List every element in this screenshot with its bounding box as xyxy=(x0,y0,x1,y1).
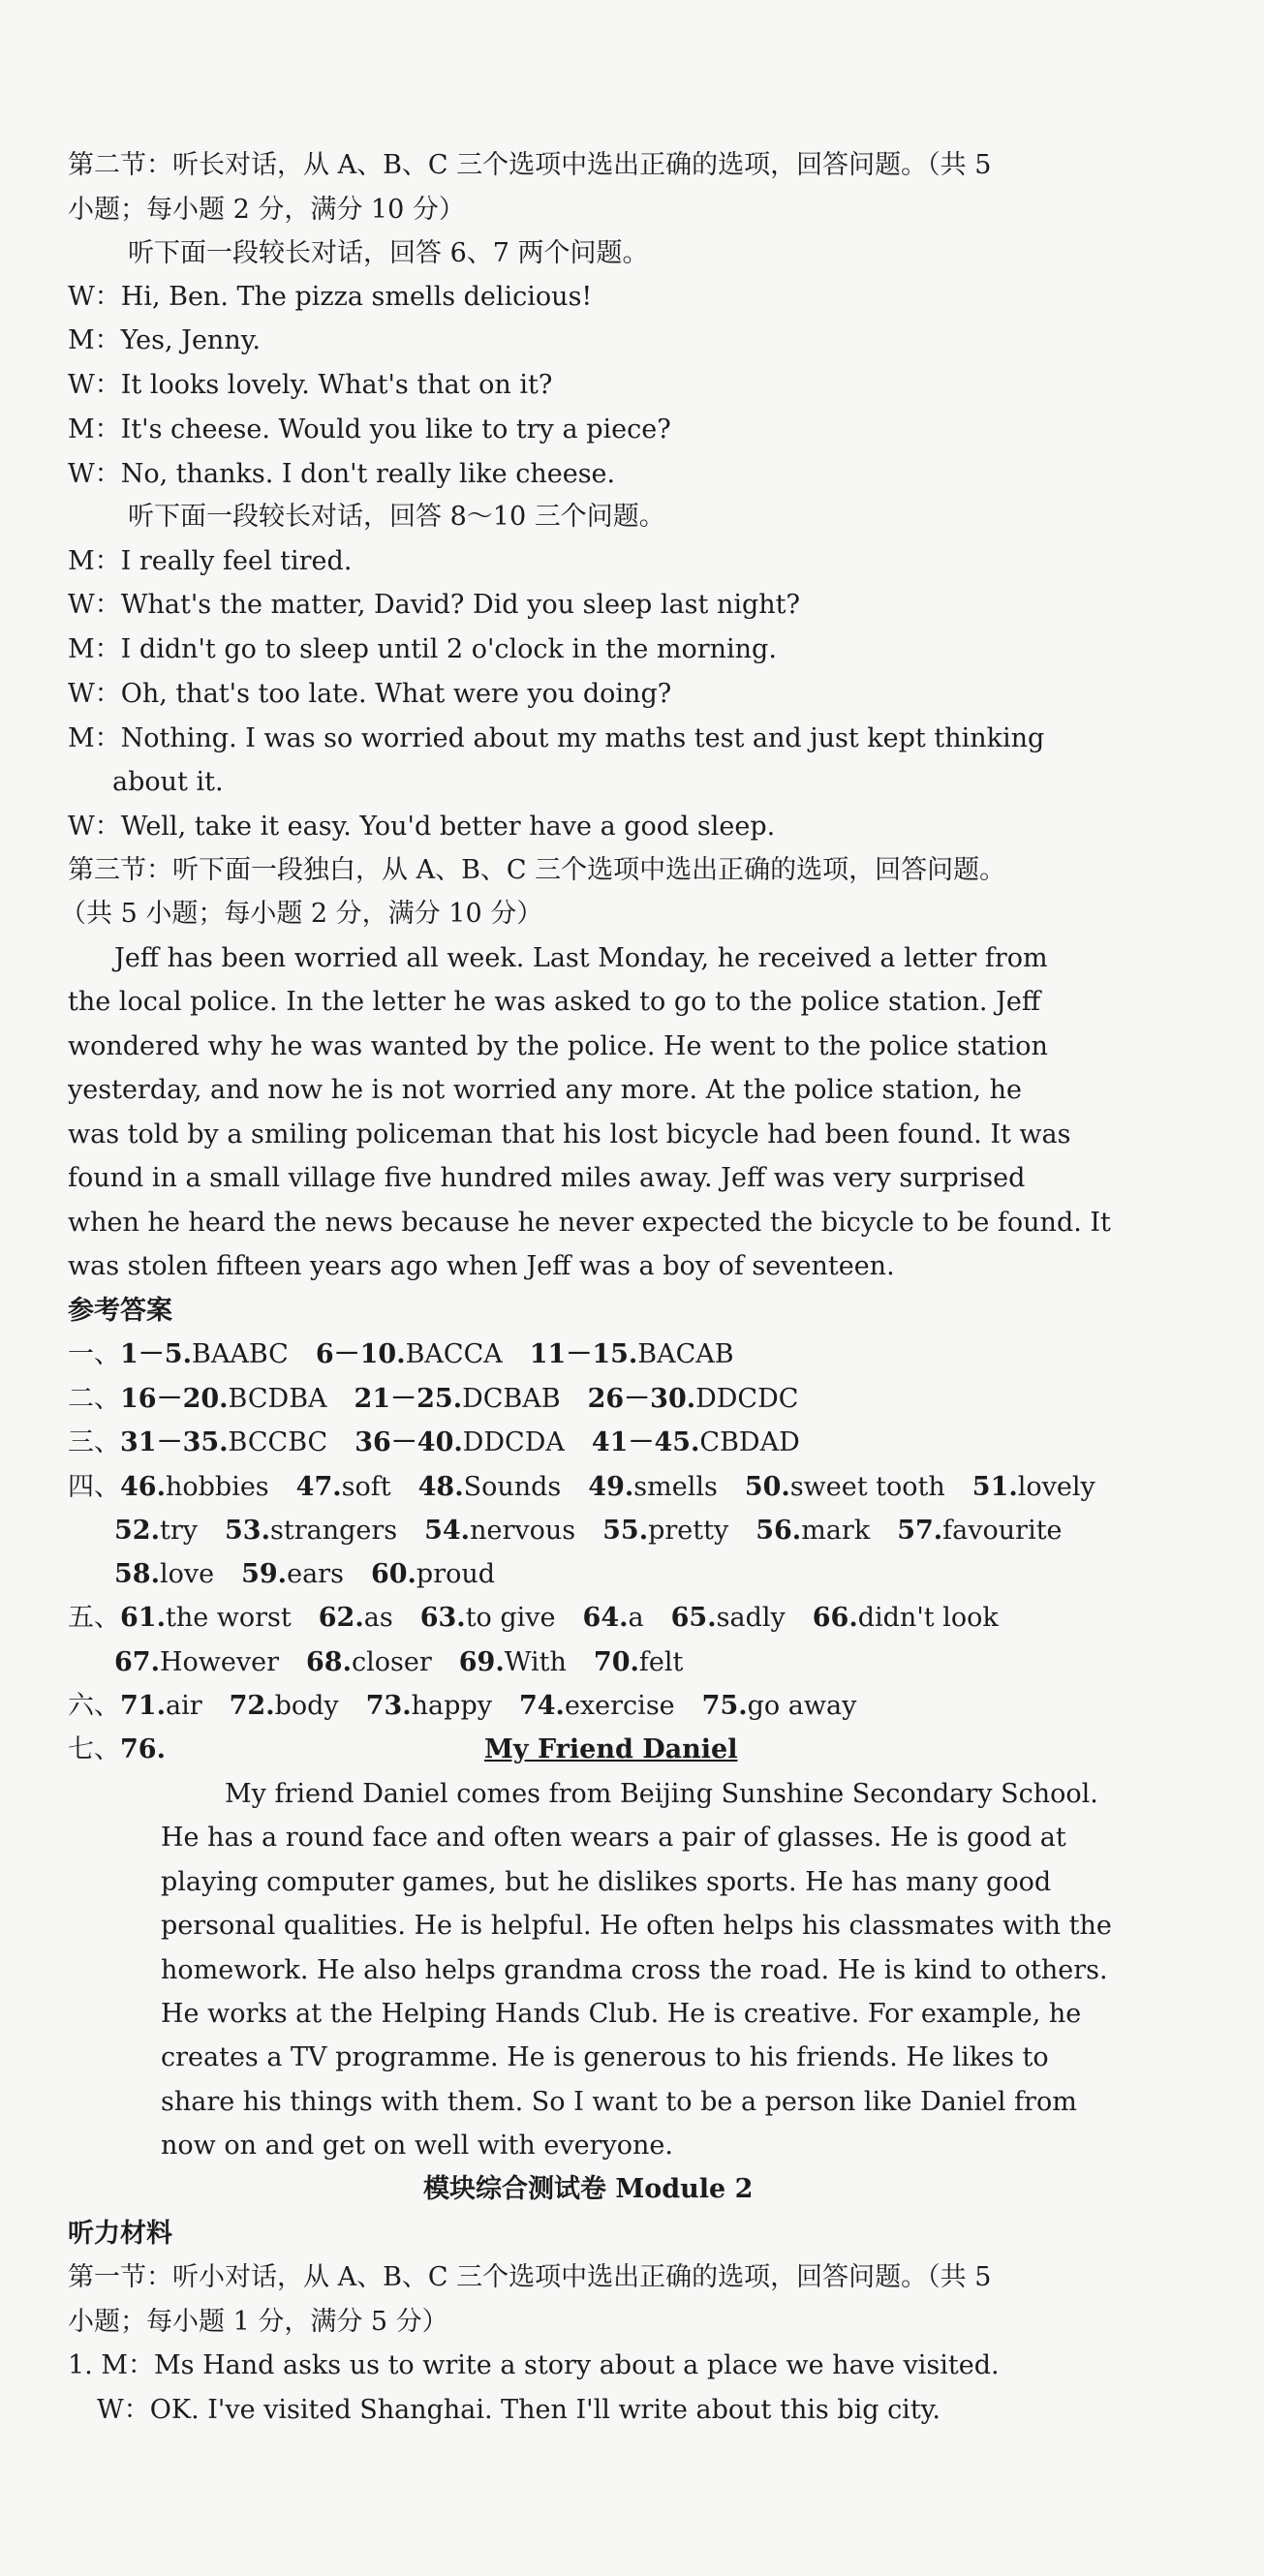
passage-line: Jeff has been worried all week. Last Monday, he received a letter from xyxy=(114,943,1048,973)
utterance: What's the matter, David? Did you sleep last night? xyxy=(120,590,800,620)
answer-value: strangers xyxy=(269,1516,398,1546)
speaker: W： xyxy=(68,590,121,620)
answer-key: 59. xyxy=(241,1559,288,1589)
answer-value: mark xyxy=(801,1516,871,1546)
answer-key: 66. xyxy=(812,1603,858,1633)
answer-key: 26－30. xyxy=(587,1384,696,1414)
answer-value: go away xyxy=(747,1691,857,1721)
utterance: Hi, Ben. The pizza smells delicious! xyxy=(120,282,593,312)
answer-key: 47. xyxy=(295,1472,342,1502)
answer-value: DDCDA xyxy=(462,1427,565,1457)
answer-value: a xyxy=(628,1603,644,1633)
answer-line xyxy=(68,1341,734,1367)
answer-key: 76. xyxy=(120,1734,166,1764)
essay-line: homework. He also helps grandma cross the road. He is kind to others. xyxy=(161,1955,1108,1985)
dialog1-line xyxy=(68,327,261,353)
essay-line: share his things with them. So I want to be a person like Daniel from xyxy=(161,2087,1077,2117)
essay-line: playing computer games, but he dislikes sports. He has many good xyxy=(161,1867,1052,1897)
passage-line: was told by a smiling policeman that his lost bicycle had been found. It was xyxy=(68,1119,1071,1150)
answer-value: try xyxy=(159,1516,198,1546)
module2-section1-heading-cont: 小题；每小题 1 分，满分 5 分） xyxy=(68,2307,448,2337)
dialog2-line xyxy=(68,592,800,618)
answer-value: love xyxy=(159,1559,215,1589)
dialog2-line xyxy=(68,681,671,707)
answer-key: 46. xyxy=(120,1472,166,1502)
answer-value: to give xyxy=(465,1603,556,1633)
answer-key: 58. xyxy=(114,1559,160,1589)
answer-key: 16－20. xyxy=(120,1384,229,1414)
answer-value: BCDBA xyxy=(228,1384,327,1414)
answer-key: 51. xyxy=(971,1472,1018,1502)
utterance: Nothing. I was so worried about my maths test and just kept thinking xyxy=(120,723,1045,753)
module2-title: 模块综合测试卷 Module 2 xyxy=(423,2174,754,2204)
answer-value: smells xyxy=(633,1472,718,1502)
answer-value: With xyxy=(504,1647,567,1677)
dialog2-line xyxy=(68,636,777,662)
answer-value: ears xyxy=(287,1559,344,1589)
answer-key: 64. xyxy=(582,1603,629,1633)
answer-key: 61. xyxy=(120,1603,166,1633)
answer-prefix: 五、 xyxy=(68,1603,120,1633)
utterance: Yes, Jenny. xyxy=(120,325,261,355)
answer-key: 71. xyxy=(120,1691,166,1721)
speaker: M： xyxy=(68,414,121,445)
module2-section1-heading: 第一节：听小对话，从 A、B、C 三个选项中选出正确的选项，回答问题。（共 5 xyxy=(68,2262,992,2292)
dialog1-line xyxy=(68,461,615,487)
listening-heading: 听力材料 xyxy=(68,2219,172,2249)
answer-value: air xyxy=(165,1691,202,1721)
answer-value: happy xyxy=(411,1691,492,1721)
speaker: M： xyxy=(68,325,121,355)
module2-dialog-line xyxy=(97,2397,940,2423)
answer-value: soft xyxy=(341,1472,391,1502)
section2-heading: 第二节：听长对话，从 A、B、C 三个选项中选出正确的选项，回答问题。（共 5 xyxy=(68,150,992,180)
section3-heading-cont: （共 5 小题；每小题 2 分，满分 10 分） xyxy=(60,899,543,929)
section2-intro-1: 听下面一段较长对话，回答 6、7 两个问题。 xyxy=(128,238,649,268)
answer-key: 36－40. xyxy=(355,1427,463,1457)
dialog1-line xyxy=(68,372,552,398)
utterance: I didn't go to sleep until 2 o'clock in the morning. xyxy=(120,634,777,664)
speaker: 1. M： xyxy=(68,2350,154,2380)
answer-key: 68. xyxy=(306,1647,352,1677)
answer-prefix: 四、 xyxy=(68,1472,120,1502)
utterance: about it. xyxy=(112,767,224,797)
dialog2-line xyxy=(68,813,775,840)
utterance: Oh, that's too late. What were you doing? xyxy=(120,679,672,709)
answer-line xyxy=(68,1605,999,1631)
passage-line: was stolen fifteen years ago when Jeff was a boy of seventeen. xyxy=(68,1251,895,1281)
answer-value: BCCBC xyxy=(228,1427,328,1457)
answer-value: sweet tooth xyxy=(789,1472,945,1502)
passage-line: when he heard the news because he never expected the bicycle to be found. It xyxy=(68,1208,1111,1238)
essay-line: creates a TV programme. He is generous to his friends. He likes to xyxy=(161,2042,1049,2072)
answer-line xyxy=(68,1429,800,1456)
passage-line: the local police. In the letter he was asked to go to the police station. Jeff xyxy=(68,987,1041,1017)
answer-key: 48. xyxy=(417,1472,464,1502)
answer-value: DDCDC xyxy=(695,1384,799,1414)
answer-key: 72. xyxy=(229,1691,275,1721)
speaker: M： xyxy=(68,546,121,576)
answer-line xyxy=(114,1518,1063,1544)
answer-line xyxy=(68,1474,1095,1500)
answer-value: exercise xyxy=(564,1691,675,1721)
answer-prefix: 三、 xyxy=(68,1427,120,1457)
answer-key: 63. xyxy=(419,1603,466,1633)
answer-value: pretty xyxy=(648,1516,729,1546)
answer-key: 6－10. xyxy=(315,1339,406,1369)
answer-value: BACCA xyxy=(405,1339,503,1369)
answer-key: 11－15. xyxy=(529,1339,638,1369)
answer-key: 50. xyxy=(744,1472,790,1502)
passage-line: found in a small village five hundred miles away. Jeff was very surprised xyxy=(68,1163,1026,1193)
essay-label xyxy=(68,1736,166,1763)
answer-value: lovely xyxy=(1017,1472,1095,1502)
essay-line: personal qualities. He is helpful. He often helps his classmates with the xyxy=(161,1911,1112,1941)
answer-line xyxy=(114,1649,683,1675)
speaker: M： xyxy=(68,723,121,753)
answer-key: 62. xyxy=(318,1603,364,1633)
answer-key: 52. xyxy=(114,1516,160,1546)
answer-key: 69. xyxy=(458,1647,505,1677)
answer-key: 73. xyxy=(365,1691,412,1721)
answer-key: 75. xyxy=(701,1691,748,1721)
speaker: W： xyxy=(68,282,121,312)
dialog2-line-cont xyxy=(112,769,224,795)
answer-key: 55. xyxy=(602,1516,649,1546)
essay-title: My Friend Daniel xyxy=(484,1734,738,1764)
utterance: No, thanks. I don't really like cheese. xyxy=(120,459,616,489)
answer-key: 67. xyxy=(114,1647,160,1677)
answer-key: 49. xyxy=(588,1472,634,1502)
answer-key: 74. xyxy=(518,1691,565,1721)
answer-prefix: 一、 xyxy=(68,1339,120,1369)
speaker: W： xyxy=(68,459,121,489)
answer-value: closer xyxy=(352,1647,432,1677)
answer-value: BAABC xyxy=(191,1339,289,1369)
answer-value: nervous xyxy=(470,1516,576,1546)
answer-value: body xyxy=(274,1691,339,1721)
essay-line: My friend Daniel comes from Beijing Sunshine Secondary School. xyxy=(225,1779,1098,1809)
answer-value: as xyxy=(363,1603,393,1633)
answer-key: 65. xyxy=(670,1603,717,1633)
answer-value: the worst xyxy=(165,1603,292,1633)
dialog1-line xyxy=(68,284,592,310)
answer-value: proud xyxy=(416,1559,496,1589)
utterance: I really feel tired. xyxy=(120,546,353,576)
utterance: Well, take it easy. You'd better have a good sleep. xyxy=(120,812,776,842)
essay-line: He has a round face and often wears a pair of glasses. He is good at xyxy=(161,1823,1066,1853)
answers-heading: 参考答案 xyxy=(68,1296,172,1326)
speaker: W： xyxy=(68,812,121,842)
essay-line: now on and get on well with everyone. xyxy=(161,2131,673,2161)
answer-key: 41－45. xyxy=(591,1427,700,1457)
section3-heading: 第三节：听下面一段独白，从 A、B、C 三个选项中选出正确的选项，回答问题。 xyxy=(68,855,1006,885)
answer-key: 31－35. xyxy=(120,1427,229,1457)
answer-key: 70. xyxy=(593,1647,639,1677)
speaker: W： xyxy=(97,2395,150,2425)
speaker: M： xyxy=(68,634,121,664)
utterance: Ms Hand asks us to write a story about a place we have visited. xyxy=(154,2350,1000,2380)
answer-prefix: 六、 xyxy=(68,1691,120,1721)
passage-line: yesterday, and now he is not worried any more. At the police station, he xyxy=(68,1075,1022,1105)
answer-key: 57. xyxy=(897,1516,943,1546)
speaker: W： xyxy=(68,370,121,400)
answer-key: 56. xyxy=(755,1516,802,1546)
answer-line xyxy=(114,1561,495,1587)
answer-key: 54. xyxy=(424,1516,471,1546)
section2-intro-2: 听下面一段较长对话，回答 8～10 三个问题。 xyxy=(128,502,665,532)
answer-key: 21－25. xyxy=(354,1384,463,1414)
answer-prefix: 七、 xyxy=(68,1734,120,1764)
answer-line xyxy=(68,1386,798,1412)
answer-value: didn't look xyxy=(857,1603,999,1633)
speaker: W： xyxy=(68,679,121,709)
utterance: OK. I've visited Shanghai. Then I'll write about this big city. xyxy=(149,2395,940,2425)
utterance: It looks lovely. What's that on it? xyxy=(120,370,553,400)
answer-value: felt xyxy=(638,1647,684,1677)
utterance: It's cheese. Would you like to try a piece? xyxy=(120,414,671,445)
answer-value: DCBAB xyxy=(462,1384,561,1414)
answer-prefix: 二、 xyxy=(68,1384,120,1414)
answer-key: 1－5. xyxy=(120,1339,192,1369)
answer-value: Sounds xyxy=(463,1472,562,1502)
answer-value: favourite xyxy=(942,1516,1063,1546)
essay-line: He works at the Helping Hands Club. He is creative. For example, he xyxy=(161,1999,1082,2029)
answer-value: BACAB xyxy=(637,1339,734,1369)
passage-line: wondered why he was wanted by the police. He went to the police station xyxy=(68,1031,1048,1061)
answer-value: sadly xyxy=(716,1603,786,1633)
dialog2-line xyxy=(68,548,352,574)
dialog1-line xyxy=(68,416,671,443)
dialog2-line xyxy=(68,725,1044,751)
answer-key: 53. xyxy=(225,1516,270,1546)
section2-heading-cont: 小题；每小题 2 分，满分 10 分） xyxy=(68,195,465,225)
answer-value: CBDAD xyxy=(699,1427,800,1457)
answer-key: 60. xyxy=(370,1559,416,1589)
answer-line xyxy=(68,1693,856,1719)
answer-value: However xyxy=(159,1647,280,1677)
answer-value: hobbies xyxy=(165,1472,269,1502)
module2-dialog-line xyxy=(68,2352,1000,2378)
